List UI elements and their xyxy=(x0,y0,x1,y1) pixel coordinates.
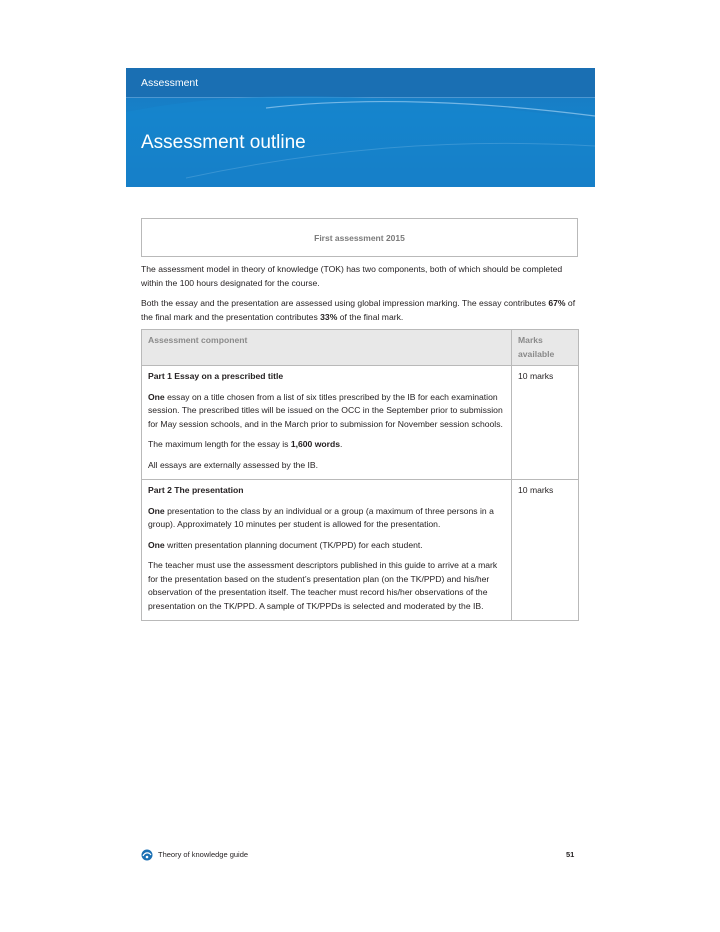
table-row xyxy=(142,480,579,621)
column-header-component: Assessment component xyxy=(142,330,512,366)
marks-cell-essay: 10 marks xyxy=(512,366,579,480)
row-paragraph: The teacher must use the assessment descriptors published in this guide to arrive at a mark for the presentation based on the student’s presentation plan (on the TK/PPD) and his/her observation of the presentation itself. The teacher must record his/her observations of the presentation on the TK/PPD. A sample of TK/PPDs is selected and moderated by the IB. xyxy=(148,560,498,611)
row-paragraph: The maximum length for the essay is 1,600 words. xyxy=(148,439,343,449)
header-section-label: Assessment xyxy=(141,77,199,89)
page-header-banner xyxy=(126,68,595,187)
row-paragraph: One presentation to the class by an individual or a group (a maximum of three persons in a group). Approximately 10 minutes per student is allowed for the presentation. xyxy=(148,505,494,529)
component-cell-essay xyxy=(142,366,512,480)
row-paragraph: All essays are externally assessed by the IB. xyxy=(148,459,319,470)
column-header-marks: Marks available xyxy=(512,330,579,366)
essay-percentage: 67% xyxy=(548,298,566,308)
first-assessment-box xyxy=(141,218,578,257)
intro-paragraph-2: Both the essay and the presentation are assessed using global impression marking. The essay contributes 67% of the final mark and the presentation contributes 33% of the final mark. xyxy=(141,298,576,322)
marks-cell-presentation: 10 marks xyxy=(512,480,579,621)
footer-page-number: 51 xyxy=(566,850,575,859)
row-title: Part 1 Essay on a prescribed title xyxy=(148,371,284,381)
row-paragraph: One written presentation planning document (TK/PPD) for each student. xyxy=(148,539,423,550)
row-title: Part 2 The presentation xyxy=(148,485,244,495)
table-row xyxy=(142,366,579,480)
row-paragraph: One essay on a title chosen from a list of six titles prescribed by the IB for each examination session. The prescribed titles will be issued on the OCC in the September prior to submission for May session schools, and in the March prior to submission for November session schools. xyxy=(148,391,503,429)
presentation-percentage: 33% xyxy=(320,311,338,322)
assessment-table xyxy=(141,329,579,621)
component-cell-presentation xyxy=(142,480,512,621)
footer-guide-title: Theory of knowledge guide xyxy=(158,850,249,859)
intro-paragraph-1: The assessment model in theory of knowledge (TOK) has two components, both of which should be completed within the 100 hours designated for the course. xyxy=(141,264,563,288)
ib-logo-icon xyxy=(141,849,153,861)
first-assessment-label: First assessment 2015 xyxy=(314,232,405,243)
page-title: Assessment outline xyxy=(141,132,306,153)
table-header-row xyxy=(142,330,579,366)
